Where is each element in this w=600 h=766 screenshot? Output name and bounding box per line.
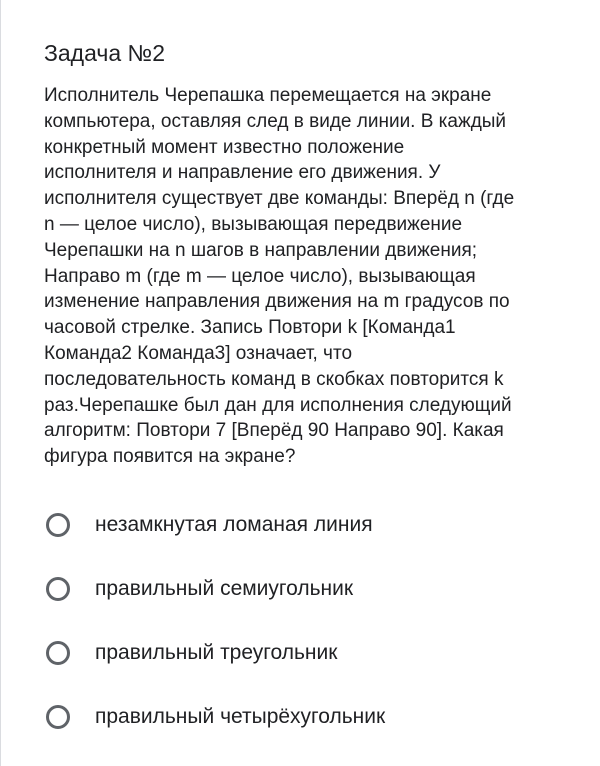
- answer-option-2[interactable]: [44, 572, 584, 606]
- answer-option-label[interactable]: правильный четырёхугольник: [95, 705, 386, 728]
- radio-unchecked-icon[interactable]: [46, 513, 70, 537]
- answer-option-3[interactable]: [44, 636, 584, 670]
- question-line: компьютера, оставляя след в виде линии. В каждый: [44, 110, 507, 132]
- question-line: Черепашки на n шагов в направлении движения;: [44, 239, 478, 261]
- question-text: [44, 83, 589, 470]
- radio-unchecked-icon[interactable]: [46, 577, 70, 601]
- question-line: n — целое число), вызывающая передвижение: [44, 213, 463, 235]
- question-line: Команда2 Команда3] означает, что: [44, 342, 353, 364]
- question-line: Направо m (где m — целое число), вызывающая: [44, 265, 476, 287]
- radio-unchecked-icon[interactable]: [46, 641, 70, 665]
- answer-option-4[interactable]: [44, 700, 584, 734]
- radio-unchecked-icon[interactable]: [46, 705, 70, 729]
- answer-option-1[interactable]: [44, 508, 584, 542]
- question-line: конкретный момент известно положение: [44, 136, 405, 158]
- answer-option-label[interactable]: правильный семиугольник: [95, 577, 354, 600]
- question-line: раз.Черепашке был дан для исполнения следующий: [44, 394, 512, 416]
- answer-options: [44, 508, 584, 764]
- question-line: фигура появится на экране?: [44, 446, 296, 468]
- answer-option-label[interactable]: правильный треугольник: [95, 641, 338, 664]
- answer-option-label[interactable]: незамкнутая ломаная линия: [95, 513, 373, 536]
- question-line: Исполнитель Черепашка перемещается на экране: [44, 85, 492, 106]
- question-line: изменение направления движения на m градусов по: [44, 291, 510, 313]
- question-line: последовательность команд в скобках повторится k: [44, 368, 504, 390]
- question-line: алгоритм: Повтори 7 [Вперёд 90 Направо 90]. Какая: [44, 420, 504, 442]
- question-line: исполнителя и направление его движения. У: [44, 162, 441, 184]
- task-title: Задача №2: [44, 40, 166, 66]
- question-line: часовой стрелке. Запись Повтори k [Команда1: [44, 317, 456, 339]
- question-line: исполнителя существует две команды: Вперёд n (где: [44, 188, 515, 210]
